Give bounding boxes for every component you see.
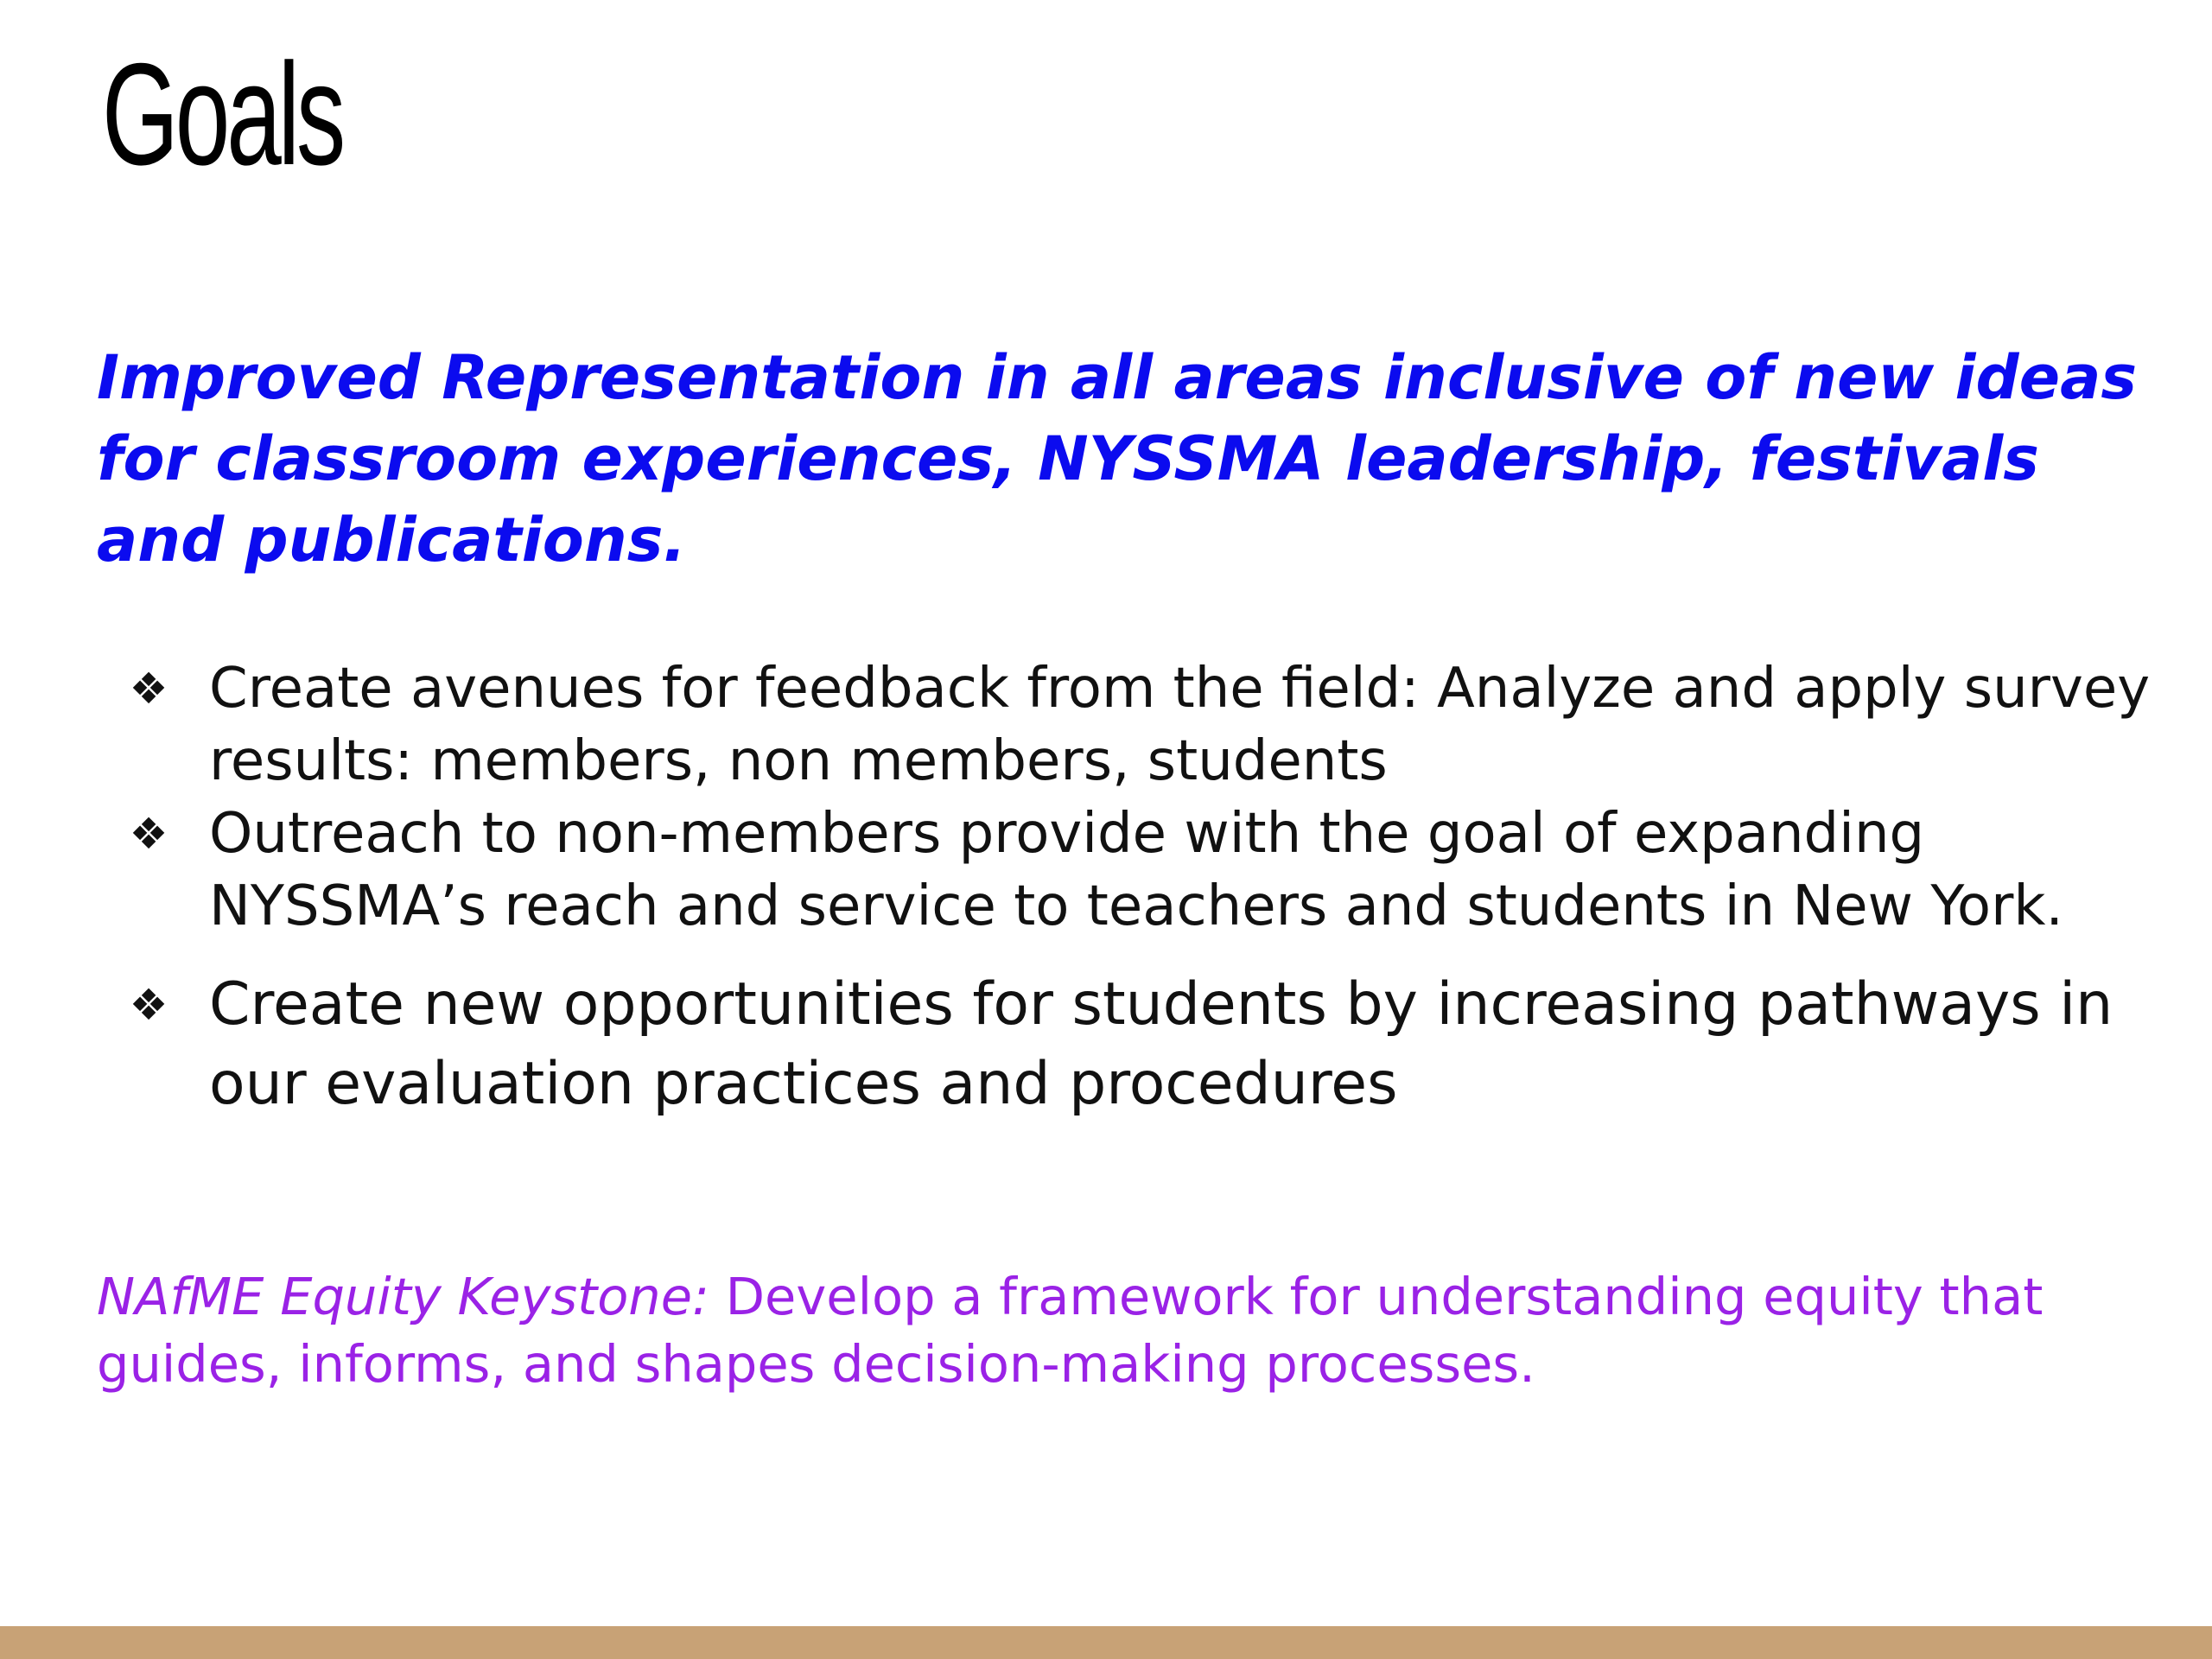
list-item [121,798,2177,943]
diamond-bullet-icon: ❖ [129,809,168,859]
equity-keystone-note [97,1263,2153,1398]
bullet-text: Create avenues for feedback from the field: Analyze and apply survey results: members, non members, students [209,657,2151,793]
footer-band [0,1626,2212,1659]
note-text: Develop a framework for understanding equity that guides, informs, and shapes decision-making processes. [97,1267,2044,1394]
list-item [121,965,2177,1124]
note-label: NAfME Equity Keystone: [97,1267,709,1326]
slide-title: Goals [102,33,343,195]
diamond-bullet-icon: ❖ [129,980,168,1030]
bullet-text: Create new opportunities for students by increasing pathways in our evaluation practices and procedures [209,970,2113,1118]
lead-statement: Improved Representation in all areas inclusive of new ideas for classroom experiences, NYSSMA leadership, festivals and publications. [97,342,2138,575]
list-item [121,652,2177,798]
diamond-bullet-icon: ❖ [129,664,168,714]
bullet-text: Outreach to non-members provide with the goal of expanding NYSSMA’s reach and service to teachers and students in New York. [209,802,2063,938]
goals-bullet-list [121,652,2177,1124]
